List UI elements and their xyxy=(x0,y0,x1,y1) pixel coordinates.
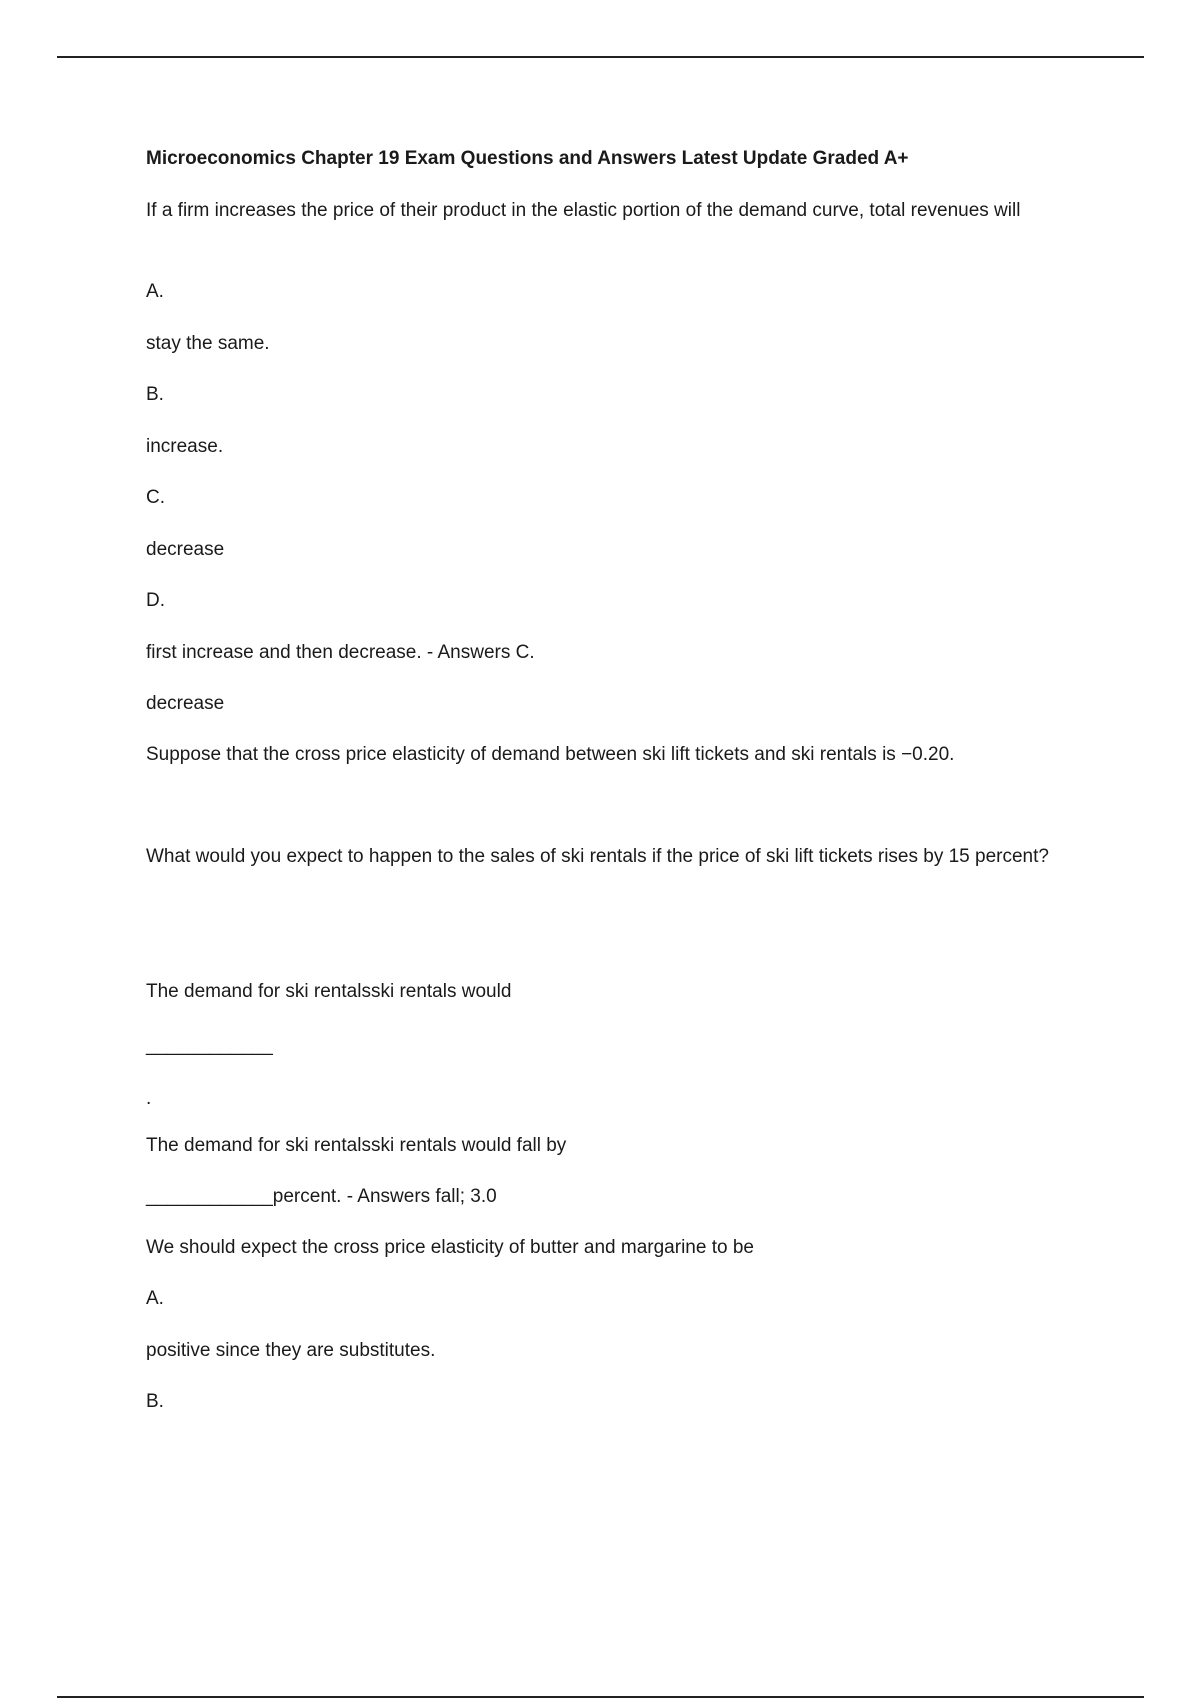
option-a-label: A. xyxy=(146,1288,164,1309)
option-c-label: C. xyxy=(146,487,165,508)
option-d-text: first increase and then decrease. - Answers C. xyxy=(146,642,535,663)
blank-prompt: The demand for ski rentalsski rentals would xyxy=(146,981,512,1002)
fall-prompt: The demand for ski rentalsski rentals would fall by xyxy=(146,1135,567,1156)
blank-line: ____________ xyxy=(146,1035,273,1056)
answer-line: ____________percent. - Answers fall; 3.0 xyxy=(146,1186,497,1207)
question-3-prompt: We should expect the cross price elasticity of butter and margarine to be xyxy=(146,1237,754,1258)
option-b-text: increase. xyxy=(146,436,224,457)
answer-text: decrease xyxy=(146,693,225,714)
footer-rule xyxy=(57,1696,1144,1698)
question-2-text: What would you expect to happen to the sales of ski rentals if the price of ski lift tickets rises by 15 percent? xyxy=(146,846,1049,867)
question-2-intro: Suppose that the cross price elasticity of demand between ski lift tickets and ski rentals is −0.20. xyxy=(146,744,955,765)
header-rule xyxy=(57,56,1144,58)
option-a-text: stay the same. xyxy=(146,333,270,354)
option-a-text: positive since they are substitutes. xyxy=(146,1340,436,1361)
option-b-label: B. xyxy=(146,1391,164,1412)
option-d-label: D. xyxy=(146,590,165,611)
option-b-label: B. xyxy=(146,384,164,405)
option-c-text: decrease xyxy=(146,539,225,560)
option-a-label: A. xyxy=(146,281,164,302)
document-title: Microeconomics Chapter 19 Exam Questions and Answers Latest Update Graded A+ xyxy=(146,148,909,169)
question-1-prompt: If a firm increases the price of their product in the elastic portion of the demand curve, total revenues will xyxy=(146,200,1021,221)
blank-period: . xyxy=(146,1088,152,1109)
